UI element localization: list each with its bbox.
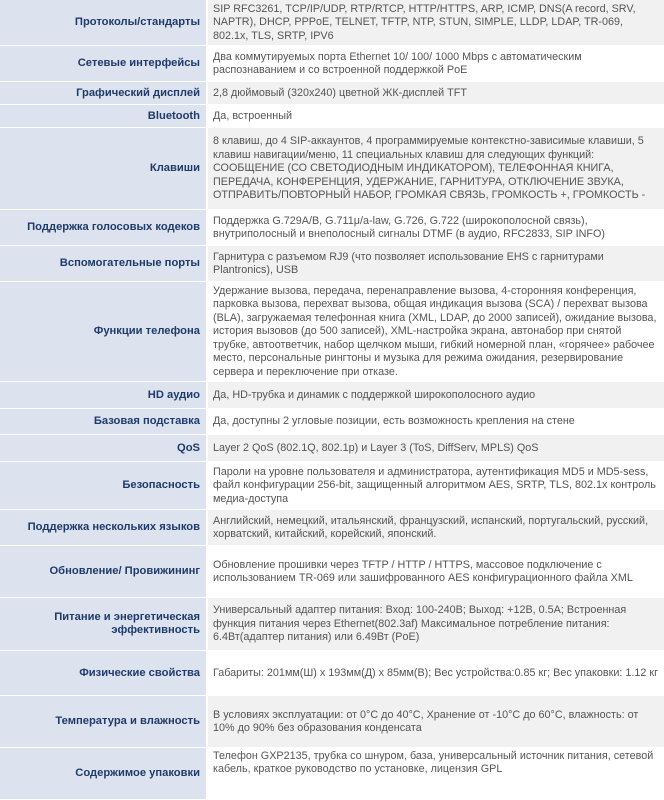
spec-label: Вспомогательные порты	[0, 246, 206, 281]
spec-value-cell	[208, 435, 664, 461]
spec-value-cell	[208, 246, 664, 281]
spec-value-cell	[208, 105, 664, 127]
spec-row	[0, 546, 664, 598]
spec-value: Layer 2 QoS (802.1Q, 802.1p) и Layer 3 (ToS, DiffServ, MPLS) QoS	[213, 441, 539, 454]
spec-label: Поддержка нескольких языков	[0, 510, 206, 545]
spec-value-cell	[208, 128, 664, 209]
spec-value: Да, встроенный	[213, 109, 293, 122]
spec-label: Сетевые интерфейсы	[0, 46, 206, 81]
spec-value: SIP RFC3261, TCP/IP/UDP, RTP/RTCP, HTTP/HTTPS, ARP, ICMP, DNS(A record, SRV, NAPTR), DHCP, PPPoE, TELNET, TFTP, NTP, STUN, SIMPLE, LLDP, LDAP, TR-069, 802.1x, TLS, SRTP, IPV6	[213, 2, 636, 42]
spec-value: Да, HD-трубка и динамик с поддержкой широкополосного аудио	[213, 388, 536, 401]
spec-row	[0, 462, 664, 510]
spec-value: В условиях эксплуатации: от 0°С до 40°С, Хранение от -10°С до 60°С, влажность: от 10% до 90% без образования конденсата	[213, 708, 639, 734]
spec-label: Клавиши	[0, 128, 206, 209]
spec-row	[0, 409, 664, 435]
spec-label: Физические свойства	[0, 651, 206, 695]
spec-value-cell	[208, 651, 664, 695]
spec-row	[0, 598, 664, 651]
spec-row	[0, 382, 664, 409]
spec-value: Поддержка G.729A/B, G.711μ/a-law, G.726, G.722 (широкополосной связь), внутриполосный и внеполосный сигналы DTMF (в аудио, RFC2833, SIP INFO)	[213, 214, 605, 240]
spec-value-cell	[208, 748, 664, 799]
spec-value: 8 клавиш, до 4 SIP-аккаунтов, 4 программируемые контекстно-зависимые клавиши, 5 клавиш навигации/меню, 11 специальных клавиш для следующих функций: СООБЩЕНИЕ (СО СВЕТОДИОДНЫМ ИНДИКАТОРОМ), ТЕЛЕФОННАЯ КНИГА, ПЕРЕДАЧА, КОНФЕРЕНЦИЯ, УДЕРЖАНИЕ, ГАРНИТУРА, ОТКЛЮЧЕНИЕ ЗВУКА, ОТПРАВИТЬ/ПОВТОРНЫЙ НАБОР, ГРОМКАЯ СВЯЗЬ, ГРОМКОСТЬ +, ГРОМКОСТЬ -	[213, 135, 646, 202]
spec-value-cell	[208, 382, 664, 408]
spec-label: QoS	[0, 435, 206, 461]
spec-value: Да, доступны 2 угловые позиции, есть возможность крепления на стене	[213, 415, 575, 428]
spec-value-cell	[208, 409, 664, 434]
spec-value-cell	[208, 546, 664, 597]
spec-value-cell	[208, 0, 664, 45]
spec-label: Питание и энергетическая эффективность	[0, 598, 206, 650]
spec-row	[0, 282, 664, 382]
spec-value: Универсальный адаптер питания: Вход: 100-240В; Выход: +12В, 0.5А; Встроенная функция питания через Ethernet(802.3af) Максимальное потребление питания: 6.4Вт(адаптер питания) или 6.49Вт (PoE)	[213, 604, 627, 644]
spec-value: Пароли на уровне пользователя и администратора, аутентификация MD5 и MD5-sess, файл конфигурации 256-bit, защищенный алгоритмом AES, SRTP, TLS, 802.1x контроль медиа-доступа	[213, 465, 656, 505]
spec-value-cell	[208, 510, 664, 545]
spec-value: Телефон GXP2135, трубка со шнуром, база, универсальный источник питания, сетевой кабель, краткое руководство по установке, лицензия GPL	[213, 750, 654, 776]
spec-row	[0, 696, 664, 748]
spec-row	[0, 510, 664, 546]
spec-value: Гарнитура с разъемом RJ9 (что позволяет использование EHS с гарнитурами Plantronics), USB	[213, 250, 604, 276]
spec-row	[0, 46, 664, 82]
spec-label: Обновление/ Провижининг	[0, 546, 206, 597]
spec-row	[0, 82, 664, 105]
spec-label: Температура и влажность	[0, 696, 206, 747]
spec-value-cell	[208, 210, 664, 245]
spec-value: Два коммутируемых порта Ethernet 10/ 100/ 1000 Mbps с автоматическим распознаванием и со встроенной поддержкой PoE	[213, 50, 582, 76]
spec-row	[0, 210, 664, 246]
spec-value-cell	[208, 696, 664, 747]
spec-label: Базовая подставка	[0, 409, 206, 434]
spec-row	[0, 748, 664, 800]
spec-value-cell	[208, 82, 664, 104]
spec-value-cell	[208, 46, 664, 81]
spec-row	[0, 246, 664, 282]
spec-row	[0, 0, 664, 46]
spec-label: Протоколы/стандарты	[0, 0, 206, 45]
spec-value: Английский, немецкий, итальянский, французский, испанский, португальский, русский, хорватский, китайский, корейский, японский.	[213, 514, 649, 540]
spec-label: Поддержка голосовых кодеков	[0, 210, 206, 245]
spec-label: Функции телефона	[0, 282, 206, 381]
spec-label: Bluetooth	[0, 105, 206, 127]
spec-value-cell	[208, 462, 664, 509]
spec-value: Удержание вызова, передача, перенаправление вызова, 4-сторонняя конференция, парковка вызова, перехват вызова, общая индикация вызова (SCA) / перехват вызова (BLA), загружаемая телефонная книга (XML, LDAP, до 2000 записей), ожидание вызова, история вызовов (до 500 записей), XML-настройка экрана, автонабор при снятой трубке, автоответчик, набор щелчком мыши, гибкий номерной план, «горячее» рабочее место, персональные рингтоны и музыка для режима ожидания, резервирование сервера и переключение при отказе.	[213, 285, 657, 378]
spec-label: Графический дисплей	[0, 82, 206, 104]
spec-value-cell	[208, 598, 664, 650]
spec-label: Содержимое упаковки	[0, 748, 206, 799]
spec-value: Обновление прошивки через TFTP / HTTP / HTTPS, массовое подключение с использованием TR-069 или зашифрованного AES конфигурационного файла XML	[213, 558, 633, 584]
spec-row	[0, 105, 664, 128]
spec-value-cell	[208, 282, 664, 381]
spec-label: Безопасность	[0, 462, 206, 509]
spec-value: Габариты: 201мм(Ш) х 193мм(Д) х 85мм(В); Вес устройства:0.85 кг; Вес упаковки: 1.12 кг	[213, 666, 659, 679]
spec-row	[0, 128, 664, 210]
spec-label: HD аудио	[0, 382, 206, 408]
spec-value: 2,8 дюймовый (320x240) цветной ЖК-дисплей TFT	[213, 86, 467, 99]
spec-row	[0, 435, 664, 462]
spec-row	[0, 651, 664, 696]
